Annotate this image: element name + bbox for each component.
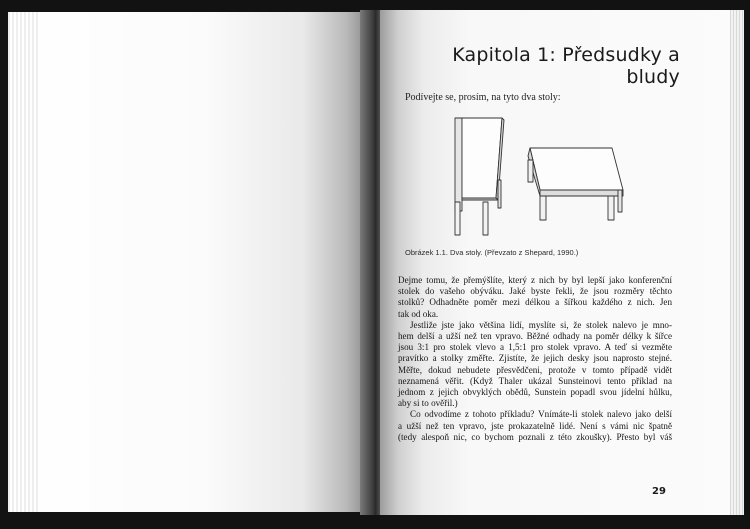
text-line: (tedy alespoň nic, co bychom poznali z této zkoušky). Přesto byl váš: [398, 431, 672, 442]
right-table: [528, 148, 623, 220]
text-line: a užší než ten vpravo, jste prokazatelně lidé. Není s vámi nic špatně: [398, 420, 672, 431]
text-line: pravítko a stolky změřte. Zjistíte, že jejich desky jsou naprosto stejné.: [398, 353, 672, 364]
page-number: 29: [652, 486, 666, 497]
text-line: Jestliže jste jako většina lidí, myslíte si, že stolek nalevo je mno-: [410, 319, 672, 330]
figure-caption: Obrázek 1.1. Dva stoly. (Převzato z Shepard, 1990.): [405, 248, 579, 257]
right-page-edges: [730, 10, 744, 515]
text-line: Měřte, dokud nebudete přesvědčeni, protože v tomto případě vidět: [398, 364, 672, 375]
text-line: stolků? Odhadněte poměr mezi délkou a šířkou každého z nich. Jen: [398, 297, 672, 308]
body-text: [398, 275, 672, 443]
text-line: jsou 3:1 pro stolek vlevo a 1,5:1 pro stolek vpravo. A teď si vezměte: [398, 342, 672, 353]
two-tables-illustration: [440, 110, 640, 240]
text-line: hem delší a užší než ten vpravo. Běžné odhady na poměr délky k šířce: [398, 331, 672, 342]
text-line: tak od oka.: [398, 308, 439, 319]
chapter-title: Kapitola 1: Předsudky a bludy: [452, 44, 680, 88]
text-line: Co odvodíme z tohoto příkladu? Vnímáte-li stolek nalevo jako delší: [410, 409, 672, 420]
left-page: [8, 12, 368, 512]
left-table: [455, 118, 504, 235]
text-line: neznamená věřit. (Když Thaler ukázal Sunsteinovi tento příklad na: [398, 375, 672, 386]
left-page-edges: [8, 12, 38, 512]
text-line: Dejme tomu, že přemýšlíte, který z nich by byl lepší jako konferenční: [398, 275, 672, 285]
text-line: aby si to ověřil.): [398, 398, 458, 409]
text-line: stolek do vašeho obýváku. Jaké byste řekli, že jsou rozměry těchto: [398, 286, 672, 297]
intro-sentence: Podívejte se, prosím, na tyto dva stoly:: [405, 92, 561, 103]
text-line: jednom z jejich obvyklých obědů, Sunstein popadl svou jídelní hůlku,: [398, 387, 672, 398]
